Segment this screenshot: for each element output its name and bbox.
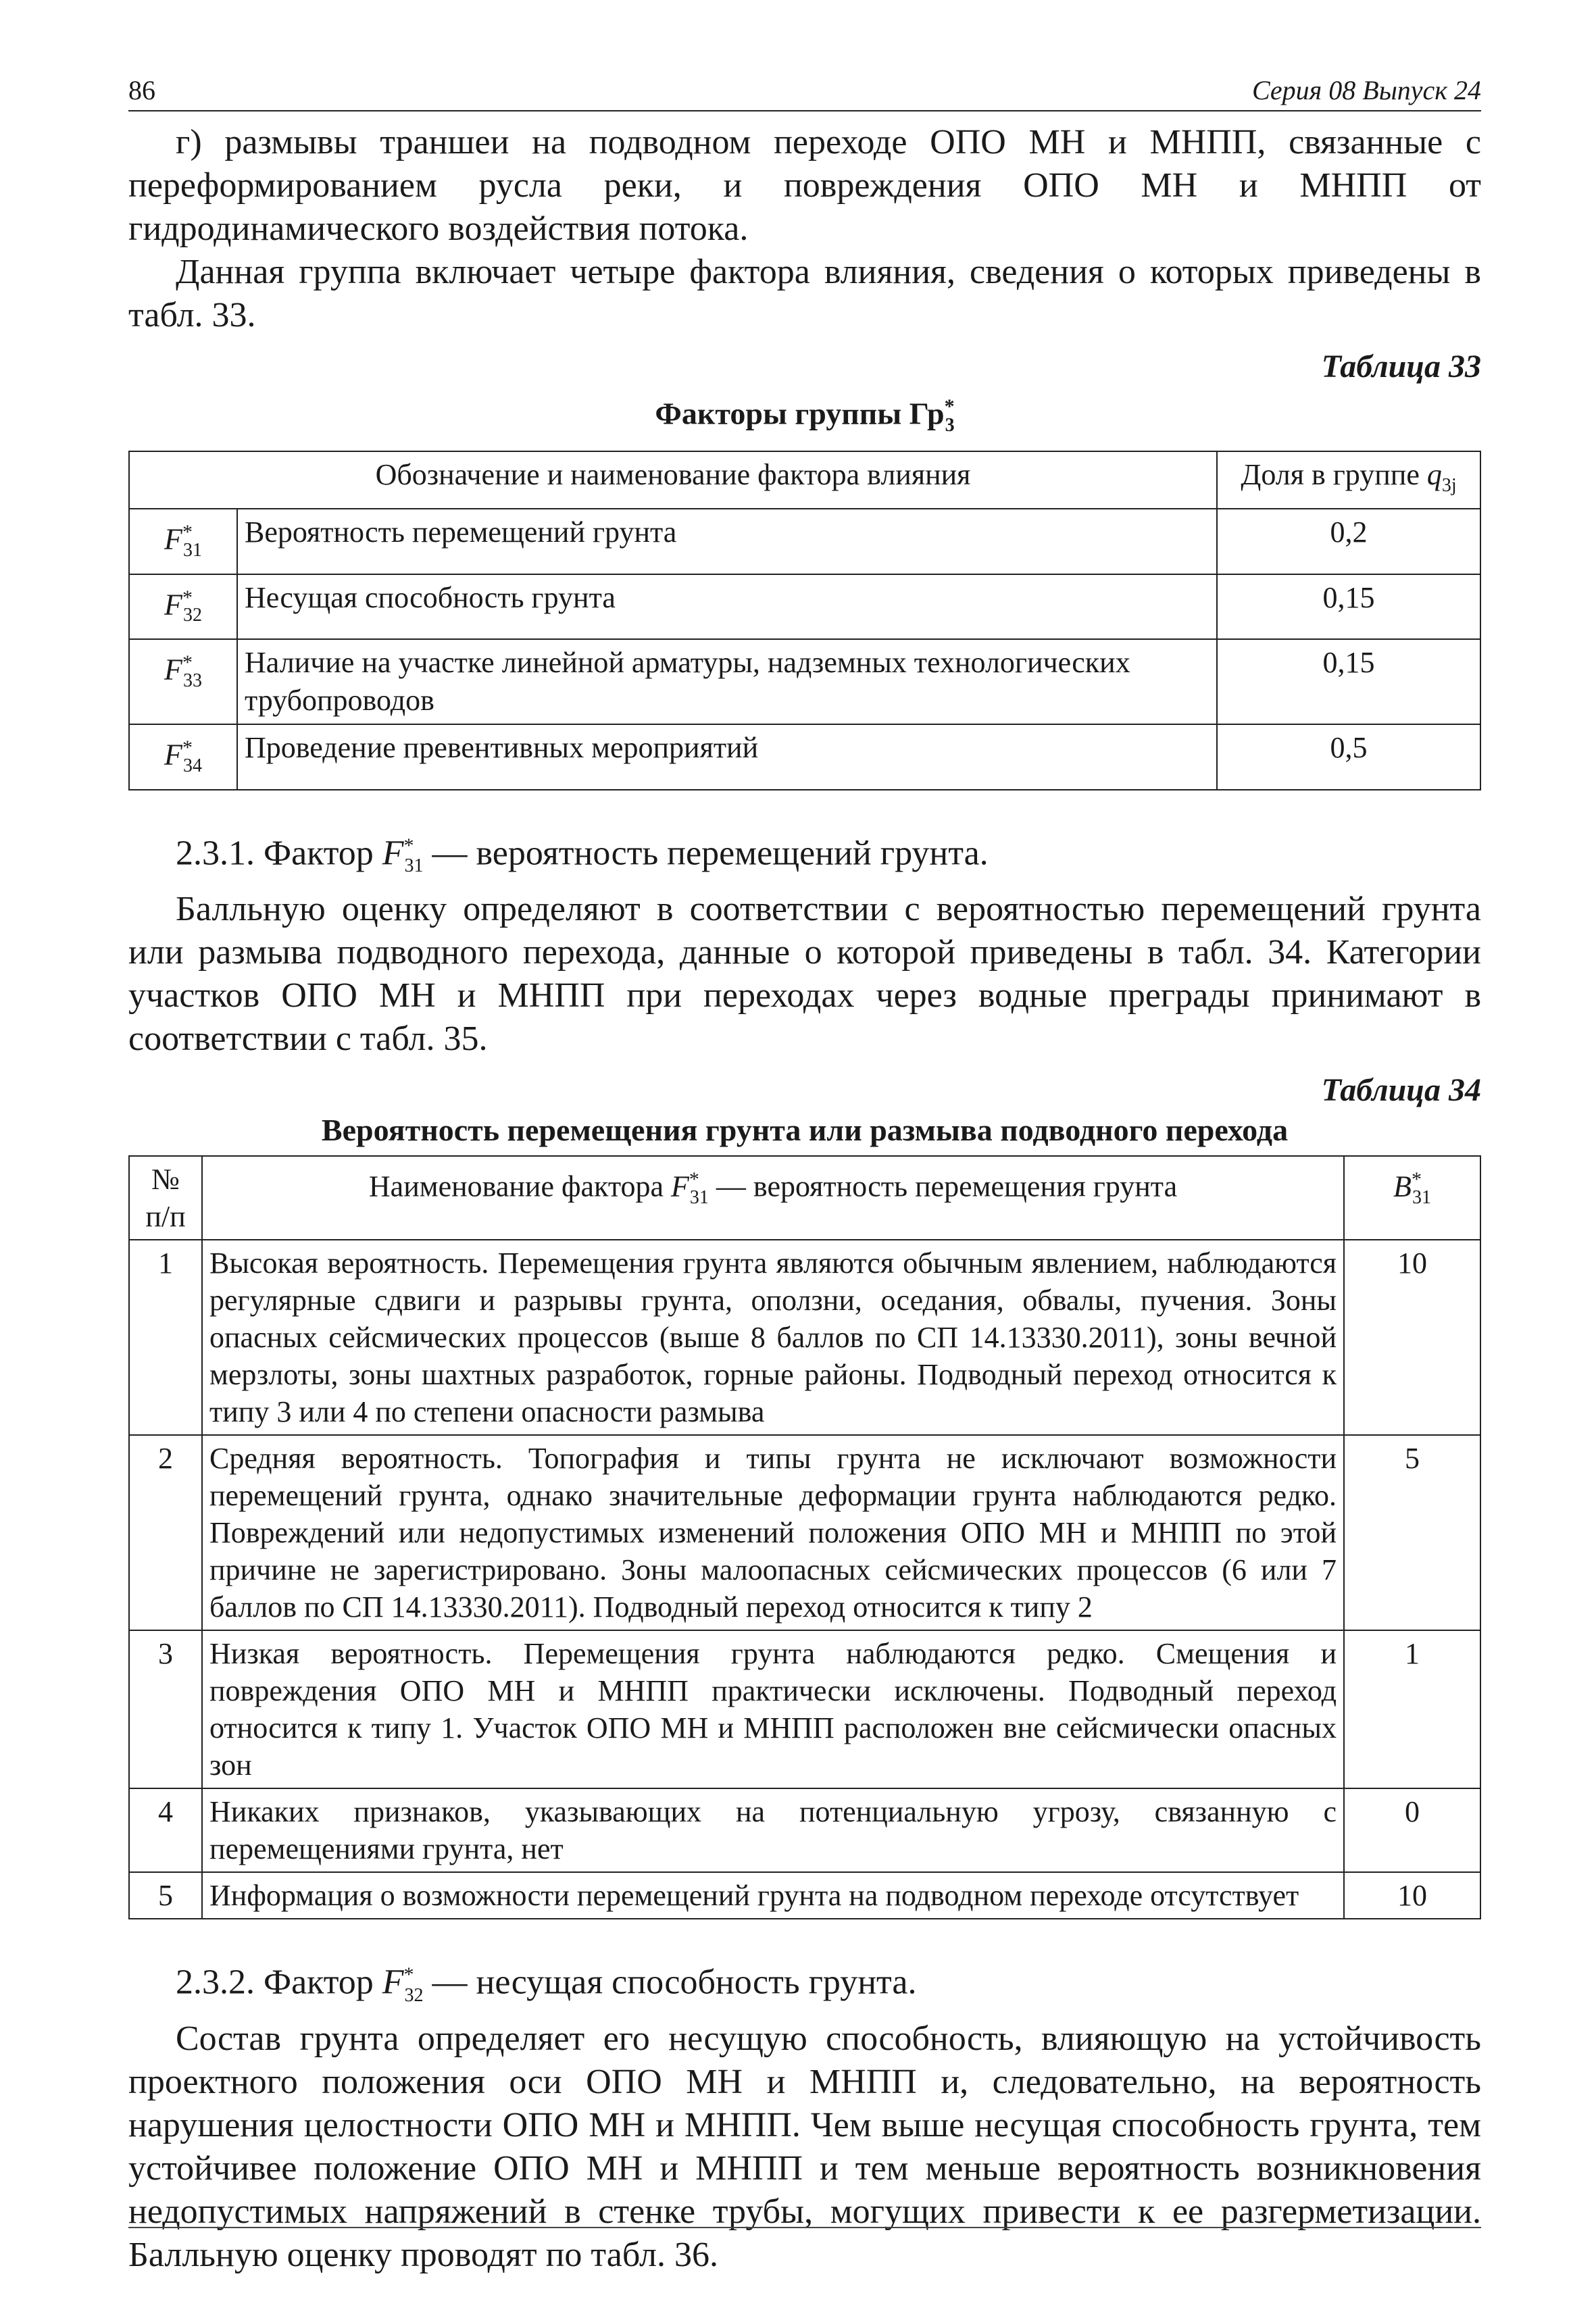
section-2-3-1-paragraph: Балльную оценку определяют в соответствии с вероятностью перемещений грунта или размыва подводного перехода, данные о которой приведены в табл. 34. Категории участков ОПО МН и МНПП при переходах через водные преграды принимают в соответствии с табл. 35. bbox=[128, 890, 1481, 1059]
table33-factor-name: Вероятность перемещений грунта bbox=[237, 509, 1217, 574]
table33-share: 0,2 bbox=[1217, 509, 1480, 574]
table34-row bbox=[129, 1872, 1480, 1919]
running-header bbox=[128, 74, 1481, 111]
table34-score: 5 bbox=[1344, 1435, 1480, 1630]
table33-symbol: $F^*_{33}$ bbox=[129, 639, 237, 724]
table34-description: Низкая вероятность. Перемещения грунта наблюдаются редко. Смещения и повреждения ОПО МН и МНПП практически исключены. Подводный переход относится к типу 1. Участок ОПО МН и МНПП расположен вне сейсмически опасных зон bbox=[202, 1630, 1344, 1788]
table33-factor-name: Несущая способность грунта bbox=[237, 574, 1217, 639]
table34-num: 4 bbox=[129, 1788, 202, 1872]
table33-share: 0,15 bbox=[1217, 639, 1480, 724]
table34-num: 1 bbox=[129, 1240, 202, 1435]
table34-description: Никаких признаков, указывающих на потенциальную угрозу, связанную с перемещениями грунта, нет bbox=[202, 1788, 1344, 1872]
table34-score: 1 bbox=[1344, 1630, 1480, 1788]
table33-symbol: $F^*_{32}$ bbox=[129, 574, 237, 639]
table33-symbol: $F^*_{34}$ bbox=[129, 724, 237, 789]
table34 bbox=[128, 1155, 1481, 1919]
section-2-3-2-paragraph: Состав грунта определяет его несущую способность, влияющую на устойчивость проектного положения оси ОПО МН и МНПП и, следовательно, на вероятность нарушения целостности ОПО МН и МНПП. Чем выше несущая способность грунта, тем устойчивее положение ОПО МН и МНПП и тем меньше вероятность возникновения недопустимых напряжений в стенке трубы, могущих привести к ее разгерметизации. Балльную оценку проводят по табл. 36. bbox=[128, 2019, 1481, 2275]
table33-row bbox=[129, 509, 1480, 574]
table33-header-name: Обозначение и наименование фактора влияния bbox=[129, 451, 1217, 509]
table34-description: Информация о возможности перемещений грунта на подводном переходе отсутствует bbox=[202, 1872, 1344, 1919]
table33-share: 0,5 bbox=[1217, 724, 1480, 789]
intro-item-g: г) размывы траншеи на подводном переходе ОПО МН и МНПП, связанные с переформированием русла реки, и повреждения ОПО МН и МНПП от гидродинамического воздействия потока. bbox=[128, 123, 1481, 248]
table33-header-share: Доля в группе $q_{3j}$ bbox=[1217, 451, 1480, 509]
table34-header-row bbox=[129, 1156, 1480, 1240]
table34-header-num: № п/п bbox=[129, 1156, 202, 1240]
table34-row bbox=[129, 1788, 1480, 1872]
table34-header-name: Наименование фактора $F^*_{31}$ — вероятность перемещения грунта bbox=[202, 1156, 1344, 1240]
table33-symbol: $F^*_{31}$ bbox=[129, 509, 237, 574]
table33-title: Факторы группы $Гр^*_3$ bbox=[655, 395, 955, 436]
table34-score: 10 bbox=[1344, 1872, 1480, 1919]
table34-title: Вероятность перемещения грунта или размыва подводного перехода bbox=[321, 1113, 1289, 1148]
table34-num: 3 bbox=[129, 1630, 202, 1788]
table34-row bbox=[129, 1630, 1480, 1788]
table33-row bbox=[129, 724, 1480, 789]
section-2-3-2-heading: 2.3.2. Фактор $F^*_{32}$ — несущая способность грунта. bbox=[176, 1963, 917, 2007]
section-2-3-1-heading: 2.3.1. Фактор $F^*_{31}$ — вероятность перемещений грунта. bbox=[176, 834, 989, 877]
table33-factor-name: Проведение превентивных мероприятий bbox=[237, 724, 1217, 789]
table34-num: 2 bbox=[129, 1435, 202, 1630]
table34-row bbox=[129, 1240, 1480, 1435]
footer-rule bbox=[128, 2227, 1481, 2228]
document-page bbox=[128, 74, 1481, 2277]
table33-row bbox=[129, 574, 1480, 639]
table34-num: 5 bbox=[129, 1872, 202, 1919]
table34-header-score: $B^*_{31}$ bbox=[1344, 1156, 1480, 1240]
table33-label: Таблица 33 bbox=[1321, 349, 1481, 384]
intro-group-desc: Данная группа включает четыре фактора влияния, сведения о которых приведены в табл. 33. bbox=[128, 253, 1481, 334]
series-label: Серия 08 Выпуск 24 bbox=[1251, 75, 1481, 105]
table33-factor-name: Наличие на участке линейной арматуры, надземных технологических трубопроводов bbox=[237, 639, 1217, 724]
table34-description: Высокая вероятность. Перемещения грунта являются обычным явлением, наблюдаются регулярные сдвиги и разрывы грунта, оползни, оседания, обвалы, пучения. Зоны опасных сейсмических процессов (выше 8 баллов по СП 14.13330.2011), зоны вечной мерзлоты, зоны шахтных разработок, горные районы. Подводный переход относится к типу 3 или 4 по степени опасности размыва bbox=[202, 1240, 1344, 1435]
table33-share: 0,15 bbox=[1217, 574, 1480, 639]
table34-score: 0 bbox=[1344, 1788, 1480, 1872]
table34-row bbox=[129, 1435, 1480, 1630]
page-number: 86 bbox=[128, 75, 155, 105]
table33-header-row bbox=[129, 451, 1480, 509]
table33 bbox=[128, 451, 1481, 790]
table34-score: 10 bbox=[1344, 1240, 1480, 1435]
table34-label: Таблица 34 bbox=[1321, 1072, 1481, 1109]
table34-description: Средняя вероятность. Топография и типы грунта не исключают возможности перемещений грунта, однако значительные деформации грунта наблюдаются редко. Повреждений или недопустимых изменений положения ОПО МН и МНПП по этой причине не зарегистрировано. Зоны малоопасных сейсмических процессов (6 или 7 баллов по СП 14.13330.2011). Подводный переход относится к типу 2 bbox=[202, 1435, 1344, 1630]
table33-row bbox=[129, 639, 1480, 724]
